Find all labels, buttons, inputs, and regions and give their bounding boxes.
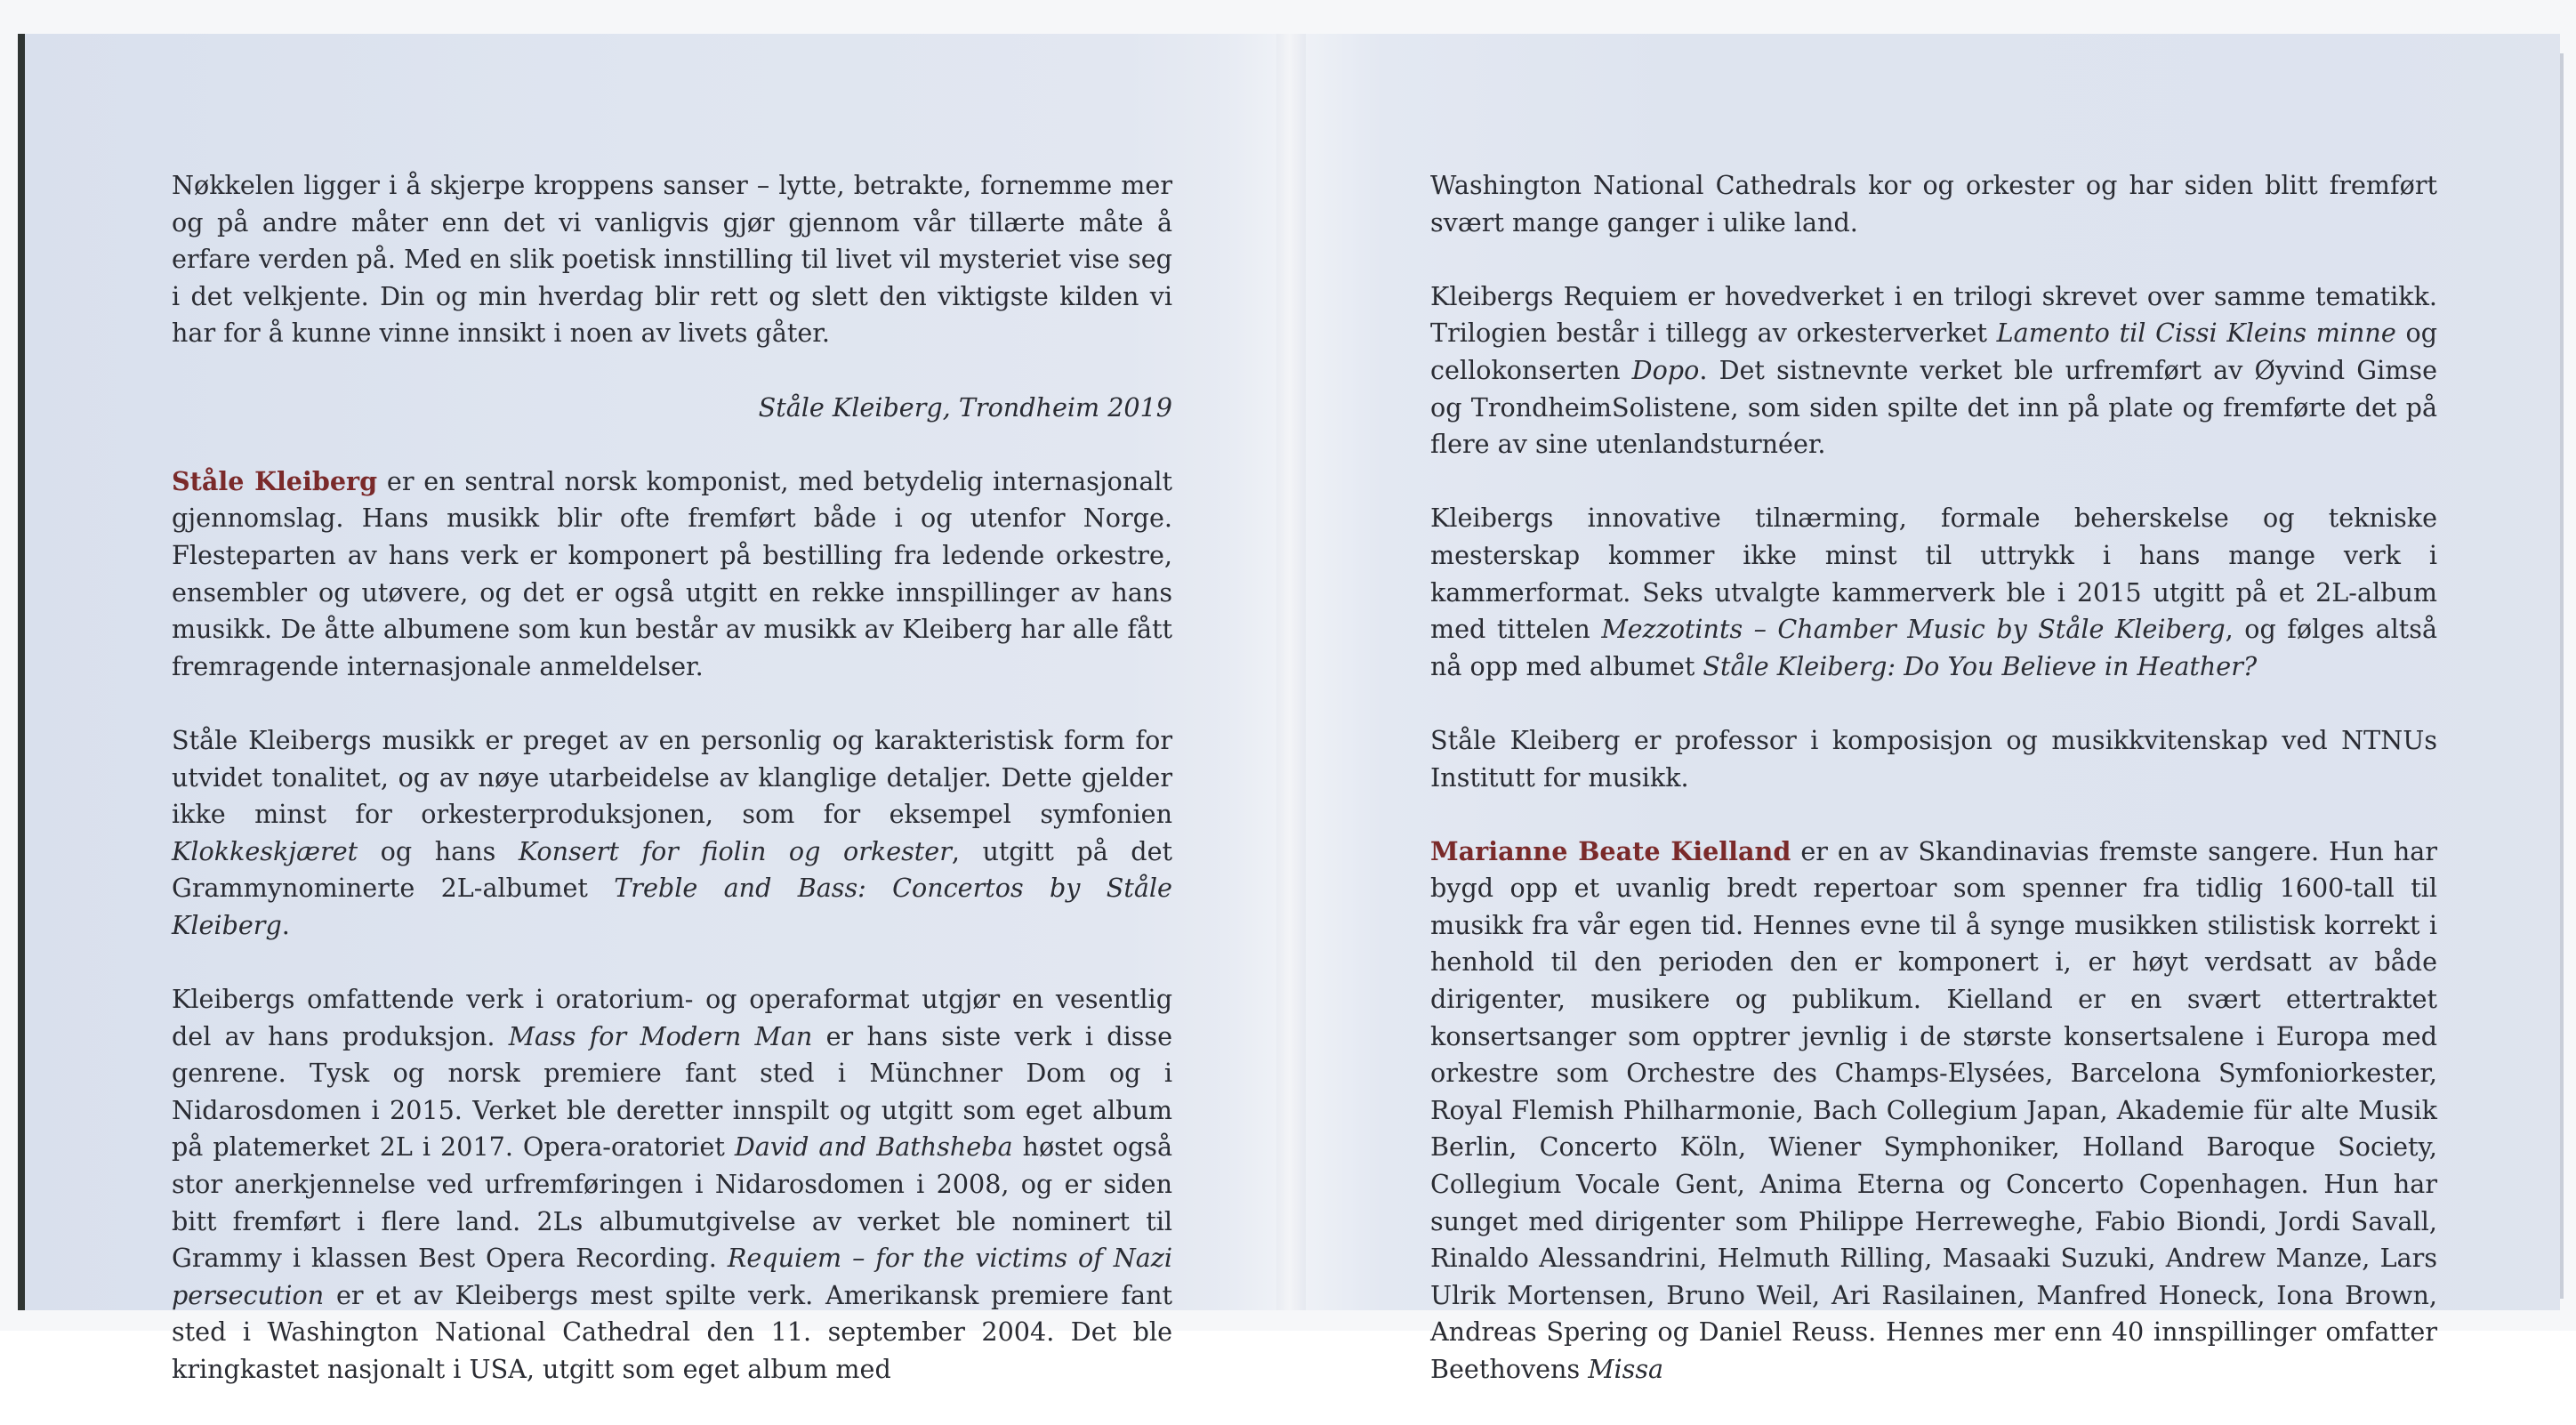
work-title: Konsert for fiolin og orkester (518, 835, 952, 866)
singer-name: Marianne Beate Kielland (1430, 835, 1791, 866)
right-page (1306, 34, 2560, 1384)
continuation-paragraph: Washington National Cathedrals kor og orkester og har siden blitt fremført svært mange ganger i ulike land. (1430, 170, 2437, 238)
album-title: Mezzotints – Chamber Music by Ståle Kleiberg (1601, 614, 2226, 645)
text-run: og hans (358, 835, 519, 866)
left-text-column (172, 167, 1172, 1425)
text-run: er hans siste verk i disse genrene. Tysk og norsk premiere fant sted i Münchner Dom og i Nidarosdomen i 2015. Verket ble deretter innspilt og utgitt som eget album på platemerket 2L i 2017. Opera-oratoriet (172, 1020, 1172, 1163)
work-title: David and Bathsheba (734, 1131, 1013, 1163)
work-title: Requiem – for the victims of Nazi persecution (172, 1243, 1172, 1310)
text-run: . (281, 909, 290, 940)
work-title: Dopo (1631, 354, 1700, 385)
page-edge (2560, 53, 2564, 1299)
professor-paragraph: Ståle Kleiberg er professor i komposisjon og musikkvitenskap ved NTNUs Institutt for musikk. (1430, 724, 2437, 793)
text-run: Kleibergs innovative tilnærming, formale beherskelse og tekniske mesterskap kommer ikke minst til uttrykk i hans mange verk i kammerformat. Seks utvalgte kammerverk ble i 2015 utgitt på et 2L-album med tittelen (1430, 503, 2437, 645)
author-signature: Ståle Kleiberg, Trondheim 2019 (758, 391, 1172, 423)
text-run: Kleibergs omfattende verk i oratorium- og operaformat utgjør en vesentlig del av hans produksjon. (172, 984, 1172, 1051)
right-text-column (1430, 167, 2437, 1425)
work-title: Mass for Modern Man (508, 1020, 813, 1051)
bio-paragraph-3 (172, 981, 1172, 1389)
bio-paragraph-1 (172, 463, 1172, 686)
left-page (18, 34, 1276, 1384)
bio-paragraph-2 (172, 722, 1172, 945)
album-title: Treble and Bass: Concertos by Ståle Kleiberg (172, 873, 1172, 940)
text-run: , utgitt på det Grammynominerte 2L-albumet (172, 835, 1173, 904)
text-run: Kleibergs Requiem er hovedverket i en trilogi skrevet over samme tematikk. Trilogien består i tillegg av orkesterverket (1430, 280, 2437, 349)
text-run: Ståle Kleibergs musikk er preget av en personlig og karakteristisk form for utvidet tonalitet, og av nøye utarbeidelse av klanglige detaljer. Dette gjelder ikke minst for orkesterproduksjonen, som for eksempel symfonien (172, 724, 1172, 830)
text-run: . Det sistnevnte verket ble urfremført av Øyvind Gimse og TrondheimSolistene, som siden spilte det inn på plate og fremførte det på flere av sine utenlandsturnéer. (1430, 354, 2437, 460)
singer-paragraph (1430, 833, 2437, 1389)
bio-paragraph-1-text: er en sentral norsk komponist, med betydelig internasjonalt gjennomslag. Hans musikk blir ofte fremført både i og utenfor Norge. Flesteparten av hans verk er komponert på bestilling fra ledende orkestre, ensembler og utøvere, og det er også utgitt en rekke innspillinger av hans musikk. De åtte albumene som kun består av musikk av Kleiberg har alle fått fremragende internasjonale anmeldelser. (172, 465, 1172, 681)
text-run: , og følges altså nå opp med albumet (1430, 614, 2438, 681)
text-run: er en av Skandinavias fremste sangere. Hun har bygd opp et uvanlig bredt repertoar som spenner fra tidlig 1600-tall til musikk fra vår egen tid. Hennes evne til å synge musikken stilistisk korrekt i henhold til den perioden den er komponert i, er høyt verdsatt av både dirigenter, musikere og publikum. Kielland er en svært ettertraktet konsertsanger som opptrer jevnlig i de største konsertsalene i Europa med orkestre som Orchestre des Champs-Elysées, Barcelona Symfoniorkester, Royal Flemish Philharmonie, Bach Collegium Japan, Akademie für alte Musik Berlin, Concerto Köln, Wiener Symphoniker, Holland Baroque Society, Collegium Vocale Gent, Anima Eterna og Concerto Copenhagen. Hun har sunget med dirigenter som Philippe Herreweghe, Fabio Biondi, Jordi Savall, Rinaldo Alessandrini, Helmuth Rilling, Masaaki Suzuki, Andrew Manze, Lars Ulrik Mortensen, Bruno Weil, Ari Rasilainen, Manfred Honeck, Iona Brown, Andreas Spering og Daniel Reuss. Hennes mer enn 40 innspillinger omfatter Beethovens (1430, 835, 2437, 1384)
work-title: Klokkeskjæret (172, 835, 358, 866)
chamber-paragraph (1430, 500, 2437, 685)
spine-gutter (1276, 34, 1306, 1310)
text-run: høstet også stor anerkjennelse ved urfremføringen i Nidarosdomen i 2008, og er siden bitt fremført i flere land. 2Ls albumutgivelse av verket ble nominert til Grammy i klassen Best Opera Recording. (172, 1131, 1172, 1274)
text-run: er et av Kleibergs mest spilte verk. Amerikansk premiere fant sted i Washington National Cathedral den 11. september 2004. Det ble kringkastet nasjonalt i USA, utgitt som eget album med (172, 1279, 1172, 1384)
composer-name: Ståle Kleiberg (172, 465, 378, 496)
text-run: og cellokonserten (1430, 318, 2437, 385)
intro-paragraph: Nøkkelen ligger i å skjerpe kroppens sanser – lytte, betrakte, fornemme mer og på andre måter enn det vi vanligvis gjør gjennom vår tillærte måte å erfare verden på. Med en slik poetisk innstilling til livet vil mysteriet vise seg i det velkjente. Din og min hverdag blir rett og slett den viktigste kilden vi har for å kunne vinne innsikt i noen av livets gåter. (172, 170, 1172, 349)
work-title: Lamento til Cissi Kleins minne (1996, 318, 2396, 349)
work-title: Missa (1588, 1354, 1664, 1384)
requiem-paragraph (1430, 278, 2437, 463)
album-title: Ståle Kleiberg: Do You Believe in Heather? (1703, 650, 2258, 681)
